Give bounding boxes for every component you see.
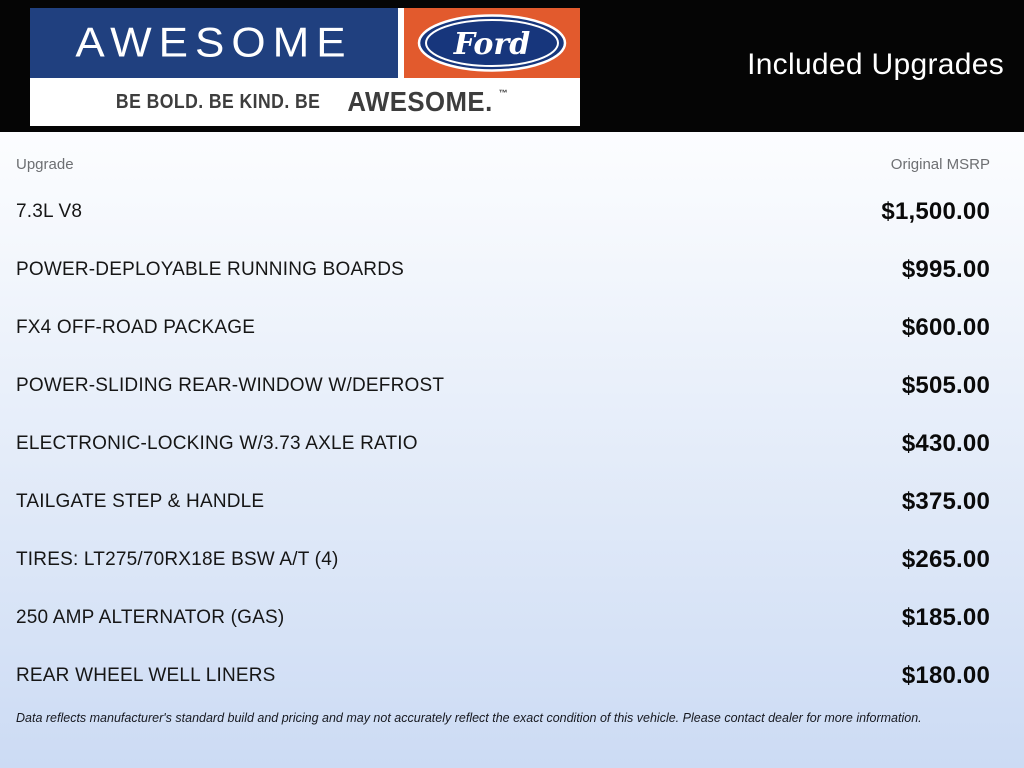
dealer-tagline (30, 78, 580, 126)
dealer-logo (30, 8, 580, 126)
upgrade-name: TIRES: LT275/70RX18E BSW A/T (4) (16, 549, 339, 570)
upgrade-name: POWER-SLIDING REAR-WINDOW W/DEFROST (16, 375, 445, 396)
upgrade-name: 250 AMP ALTERNATOR (GAS) (16, 607, 285, 628)
table-row (0, 473, 1024, 531)
dealer-logo-top (30, 8, 580, 78)
table-row (0, 531, 1024, 589)
upgrade-msrp: $180.00 (901, 662, 990, 689)
table-row (0, 589, 1024, 647)
upgrade-msrp: $265.00 (901, 546, 990, 573)
table-row (0, 415, 1024, 473)
ford-brand-block (404, 8, 580, 78)
page-title: Included Upgrades (747, 48, 1004, 81)
upgrade-name: POWER-DEPLOYABLE RUNNING BOARDS (16, 259, 405, 280)
tagline-trademark: ™ (498, 88, 508, 98)
upgrade-msrp: $995.00 (901, 256, 990, 283)
tagline-emphasis: AWESOME. (346, 86, 493, 117)
column-header-upgrade: Upgrade (16, 156, 74, 173)
header-bar (0, 0, 1024, 132)
upgrade-msrp: $430.00 (901, 430, 990, 457)
table-row (0, 241, 1024, 299)
upgrades-panel (0, 132, 1024, 768)
dealer-name-block (30, 8, 398, 78)
ford-oval-logo (417, 14, 567, 72)
upgrade-name: ELECTRONIC-LOCKING W/3.73 AXLE RATIO (16, 433, 418, 454)
upgrade-msrp: $505.00 (901, 372, 990, 399)
upgrade-name: REAR WHEEL WELL LINERS (16, 665, 276, 686)
disclaimer-text: Data reflects manufacturer's standard build and pricing and may not accurately reflect the exact condition of this vehicle. Please contact dealer for more information. (16, 711, 922, 725)
tagline-prefix: BE BOLD. BE KIND. BE (116, 90, 321, 113)
column-headers (0, 132, 1024, 173)
table-row (0, 299, 1024, 357)
dealer-name-text: AWESOME (75, 19, 353, 66)
ford-script-text: Ford (453, 27, 531, 62)
table-row (0, 357, 1024, 415)
table-row (0, 183, 1024, 241)
upgrade-msrp: $375.00 (901, 488, 990, 515)
upgrade-name: FX4 OFF-ROAD PACKAGE (16, 317, 256, 338)
upgrade-msrp: $185.00 (901, 604, 990, 631)
upgrade-msrp: $1,500.00 (881, 198, 990, 225)
upgrade-name: 7.3L V8 (16, 201, 83, 222)
column-header-msrp: Original MSRP (890, 156, 990, 173)
upgrade-name: TAILGATE STEP & HANDLE (16, 491, 265, 512)
upgrades-list (0, 183, 1024, 705)
table-row (0, 647, 1024, 705)
upgrade-msrp: $600.00 (901, 314, 990, 341)
